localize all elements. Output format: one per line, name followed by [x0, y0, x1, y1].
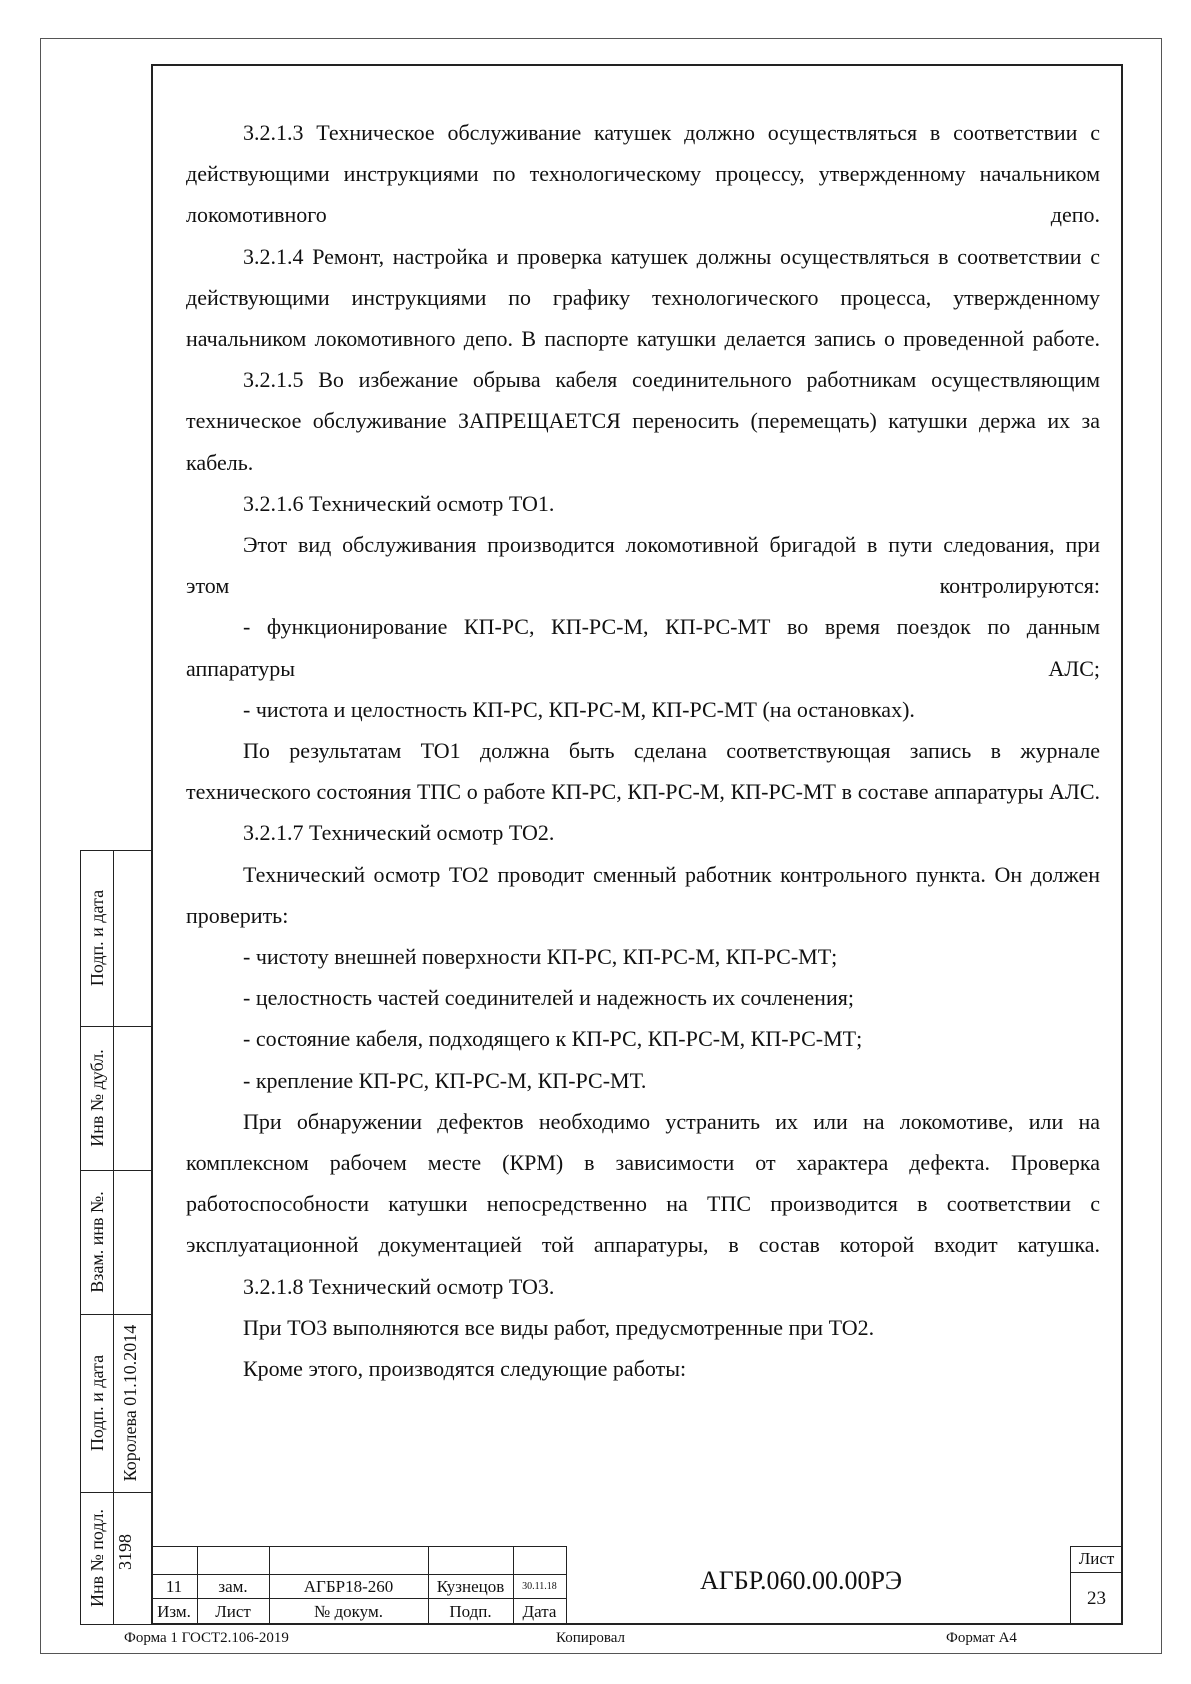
izm-value: 11 — [165, 1577, 183, 1596]
document-designation: АГБР.060.00.00РЭ — [700, 1566, 903, 1595]
data-value: 30.11.18 — [522, 1581, 557, 1592]
list-label: Лист — [215, 1602, 251, 1621]
form-label: Форма 1 ГОСТ2.106-2019 — [124, 1630, 289, 1646]
inv-dubl-label: Инв № дубл. — [87, 1049, 107, 1147]
izm-label: Изм. — [157, 1602, 191, 1621]
podp-data-label: Подп. и дата — [87, 889, 107, 987]
list-item: - функционирование КП-РС, КП-РС-М, КП-РС-МТ во время поездок по данным аппаратуры АЛС; — [186, 614, 1100, 681]
list-item: - состояние кабеля, подходящего к КП-РС, КП-РС-М, КП-РС-МТ; — [243, 1026, 863, 1052]
paragraph: Кроме этого, производятся следующие работы: — [243, 1356, 687, 1382]
data-label: Дата — [522, 1602, 557, 1621]
list-item: - чистота и целостность КП-РС, КП-РС-М, КП-РС-МТ (на остановках). — [243, 696, 915, 722]
sheet-number: 23 — [1087, 1588, 1106, 1609]
vzam-inv-label: Взам. инв №. — [87, 1191, 107, 1293]
paragraph: 3.2.1.4 Ремонт, настройка и проверка катушек должны осуществляться в соответствии с действующими инструкциями по графику технологического процесса, утвержденному начальником локомотивного депо. В паспорте катушки делается запись о проведенной работе. — [186, 243, 1100, 352]
paragraph: По результатам ТО1 должна быть сделана соответствующая запись в журнале технического состояния ТПС о работе КП-РС, КП-РС-М, КП-РС-МТ в составе аппаратуры АЛС. — [186, 738, 1100, 805]
list-item: - чистоту внешней поверхности КП-РС, КП-РС-М, КП-РС-МТ; — [243, 944, 838, 970]
podp-data-label: Подп. и дата — [87, 1354, 107, 1452]
paragraph: Технический осмотр ТО2 проводит сменный работник контрольного пункта. Он должен проверить: — [186, 861, 1100, 928]
list-item: - крепление КП-РС, КП-РС-М, КП-РС-МТ. — [243, 1067, 647, 1093]
copied-label: Копировал — [556, 1630, 625, 1646]
podp-label: Подп. — [449, 1602, 492, 1621]
inv-podl-label: Инв № подл. — [87, 1508, 107, 1608]
podp-value: Кузнецов — [436, 1577, 505, 1596]
paragraph: 3.2.1.3 Техническое обслуживание катушек должно осуществляться в соответствии с действующими инструкциями по технологическому процессу, утвержденному начальником локомотивного депо. — [186, 120, 1100, 228]
paragraph: Этот вид обслуживания производится локомотивной бригадой в пути следования, при этом контролируются: — [186, 532, 1100, 599]
dokum-label: № докум. — [314, 1602, 383, 1621]
list-value: зам. — [218, 1577, 248, 1596]
section-heading: 3.2.1.8 Технический осмотр ТО3. — [243, 1273, 555, 1299]
sheet-label: Лист — [1078, 1549, 1115, 1568]
paragraph: При ТО3 выполняются все виды работ, предусмотренные при ТО2. — [243, 1314, 875, 1340]
signature-text: Королева 01.10.2014 — [120, 1324, 140, 1482]
document-body — [186, 112, 1100, 1389]
inv-podl-value: 3198 — [115, 1534, 135, 1570]
paragraph: 3.2.1.5 Во избежание обрыва кабеля соединительного работникам осуществляющим техническое обслуживание ЗАПРЕЩАЕТСЯ переносить (перемещать) катушки держа их за кабель. — [186, 367, 1100, 475]
format-label: Формат А4 — [946, 1630, 1017, 1646]
dokum-value: АГБР18-260 — [303, 1577, 394, 1596]
section-heading: 3.2.1.7 Технический осмотр ТО2. — [243, 820, 555, 846]
list-item: - целостность частей соединителей и надежность их сочленения; — [243, 985, 854, 1011]
paragraph: При обнаружении дефектов необходимо устранить их или на локомотиве, или на комплексном рабочем месте (КРМ) в зависимости от характера дефекта. Проверка работоспособности катушки непосредственно на ТПС производится в соответствии с эксплуатационной документацией той аппаратуры, в состав которой входит катушка. — [186, 1108, 1100, 1258]
section-heading: 3.2.1.6 Технический осмотр ТО1. — [243, 490, 555, 516]
